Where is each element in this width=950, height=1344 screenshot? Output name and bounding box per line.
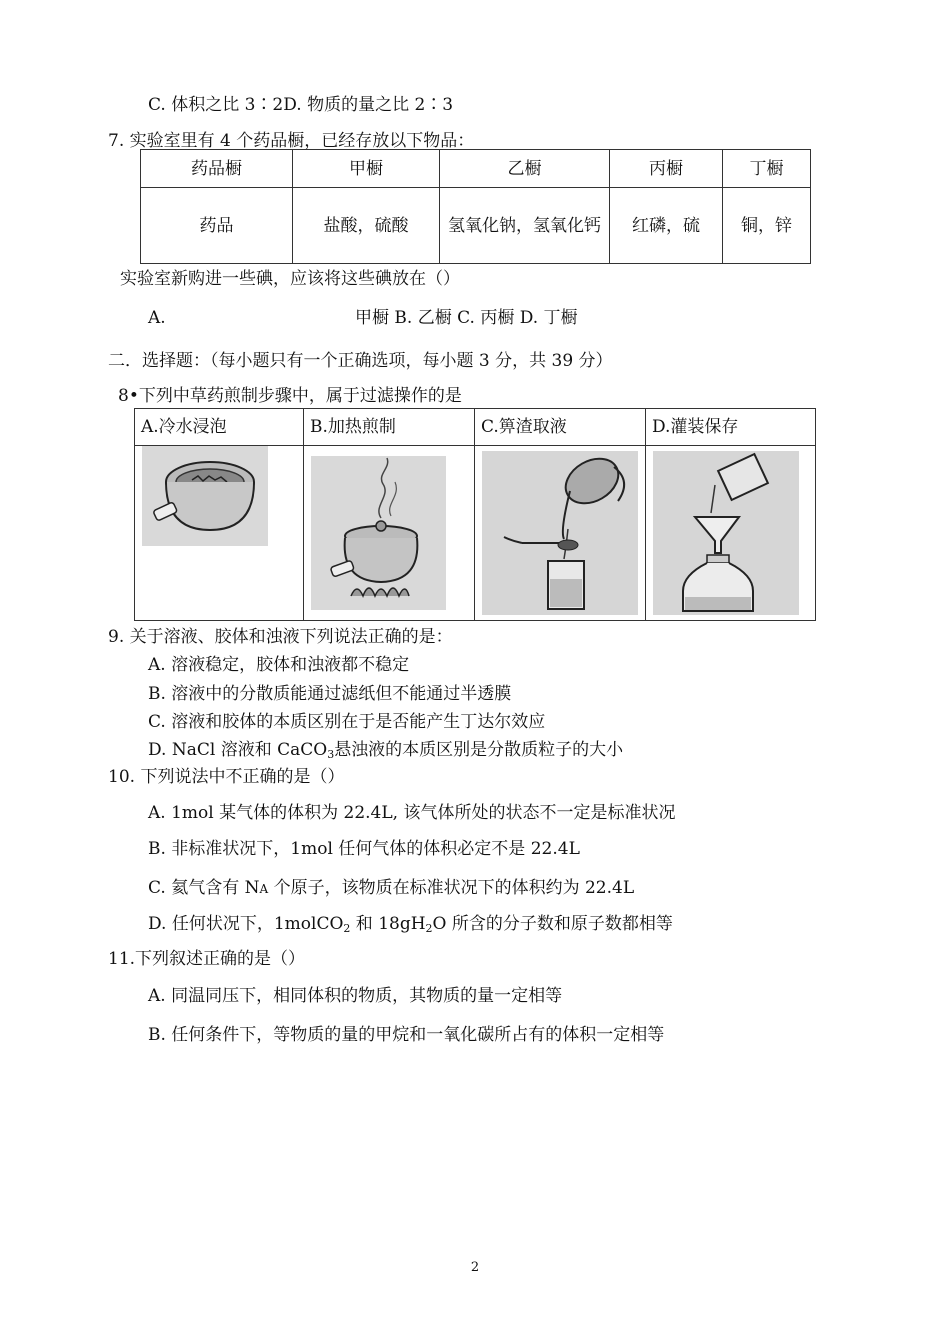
cabinet-header-row — [141, 150, 811, 188]
pot-heating-illustration — [311, 456, 474, 615]
q9-stem: 9. 关于溶液、胶体和浊液下列说法正确的是： — [108, 627, 453, 647]
table-header-bing: 丙橱 — [610, 150, 723, 188]
q9-option-d-prefix: D. NaCl 溶液和 CaCO — [148, 740, 328, 760]
q10-option-c-subscript: A — [259, 882, 269, 896]
q10-option-d-part3: O 所含的分子数和原子数都相等 — [432, 914, 673, 934]
pot-soaking-illustration — [142, 446, 303, 551]
q7-option-a-label: A. — [148, 308, 166, 328]
q10-option-b: B. 非标准状况下，1mol 任何气体的体积必定不是 22.4L — [148, 839, 580, 859]
q10-option-a: A. 1mol 某气体的体积为 22.4L, 该气体所处的状态不一定是标准状况 — [148, 803, 676, 823]
step-c-label: C.箅渣取液 — [475, 409, 646, 446]
medicine-cabinet-table — [140, 149, 811, 264]
step-b-cell — [304, 446, 475, 621]
q11-stem: 11.下列叙述正确的是（） — [108, 949, 306, 969]
table-cell-bing: 红磷，硫 — [610, 188, 723, 264]
q10-option-d-sub2: 2 — [425, 922, 433, 935]
q9-option-d — [148, 739, 623, 761]
step-a-label: A.冷水浸泡 — [135, 409, 304, 446]
q10-stem: 10. 下列说法中不正确的是（） — [108, 767, 345, 787]
table-cell-ding: 铜，锌 — [723, 188, 811, 264]
funnel-bottle-illustration — [653, 451, 815, 620]
table-cell-yi: 氢氧化钠，氢氧化钙 — [440, 188, 610, 264]
pouring-strainer-illustration — [482, 451, 645, 620]
cabinet-content-row — [141, 188, 811, 264]
step-d-label: D.灌装保存 — [646, 409, 816, 446]
decoction-steps-table — [134, 408, 816, 621]
q10-option-c — [148, 877, 634, 900]
steps-image-row — [135, 446, 816, 621]
q7-options: 甲橱 B. 乙橱 C. 丙橱 D. 丁橱 — [355, 308, 578, 328]
step-c-cell — [475, 446, 646, 621]
q10-option-d-part1: D. 任何状况下，1molCO — [148, 914, 344, 934]
q10-option-c-prefix: C. 氦气含有 N — [148, 878, 260, 898]
steps-header-row — [135, 409, 816, 446]
table-header-yi: 乙橱 — [440, 150, 610, 188]
q11-option-b: B. 任何条件下，等物质的量的甲烷和一氧化碳所占有的体积一定相等 — [148, 1025, 665, 1045]
page-number: 2 — [470, 1260, 480, 1275]
q9-option-b: B. 溶液中的分散质能通过滤纸但不能通过半透膜 — [148, 684, 512, 704]
q10-option-d — [148, 913, 673, 935]
step-b-label: B.加热煎制 — [304, 409, 475, 446]
step-d-cell — [646, 446, 816, 621]
q10-option-c-suffix: 个原子，该物质在标准状况下的体积约为 22.4L — [268, 878, 635, 898]
section-2-title: 二．选择题：（每小题只有一个正确选项，每小题 3 分，共 39 分） — [108, 351, 613, 371]
table-header-jia: 甲橱 — [293, 150, 440, 188]
step-a-cell — [135, 446, 304, 621]
table-cell-jia: 盐酸，硫酸 — [293, 188, 440, 264]
q9-option-c: C. 溶液和胶体的本质区别在于是否能产生丁达尔效应 — [148, 712, 546, 732]
q9-option-d-suffix: 悬浊液的本质区别是分散质粒子的大小 — [334, 740, 624, 760]
q8-stem: 8•下列中草药煎制步骤中，属于过滤操作的是 — [118, 386, 462, 406]
table-header-cabinet: 药品橱 — [141, 150, 293, 188]
q6-option-c: C. 体积之比 3∶2D. 物质的量之比 2∶3 — [148, 95, 454, 115]
q10-option-d-sub1: 2 — [343, 922, 351, 935]
q10-option-d-part2: 和 18gH — [350, 914, 426, 934]
table-row-label: 药品 — [141, 188, 293, 264]
q7-stem: 7. 实验室里有 4 个药品橱，已经存放以下物品： — [108, 131, 475, 151]
q7-question: 实验室新购进一些碘，应该将这些碘放在（） — [120, 269, 460, 289]
q9-option-a: A. 溶液稳定，胶体和浊液都不稳定 — [148, 655, 410, 675]
table-header-ding: 丁橱 — [723, 150, 811, 188]
q11-option-a: A. 同温同压下，相同体积的物质，其物质的量一定相等 — [148, 986, 563, 1006]
q9-option-d-subscript: 3 — [327, 748, 335, 761]
